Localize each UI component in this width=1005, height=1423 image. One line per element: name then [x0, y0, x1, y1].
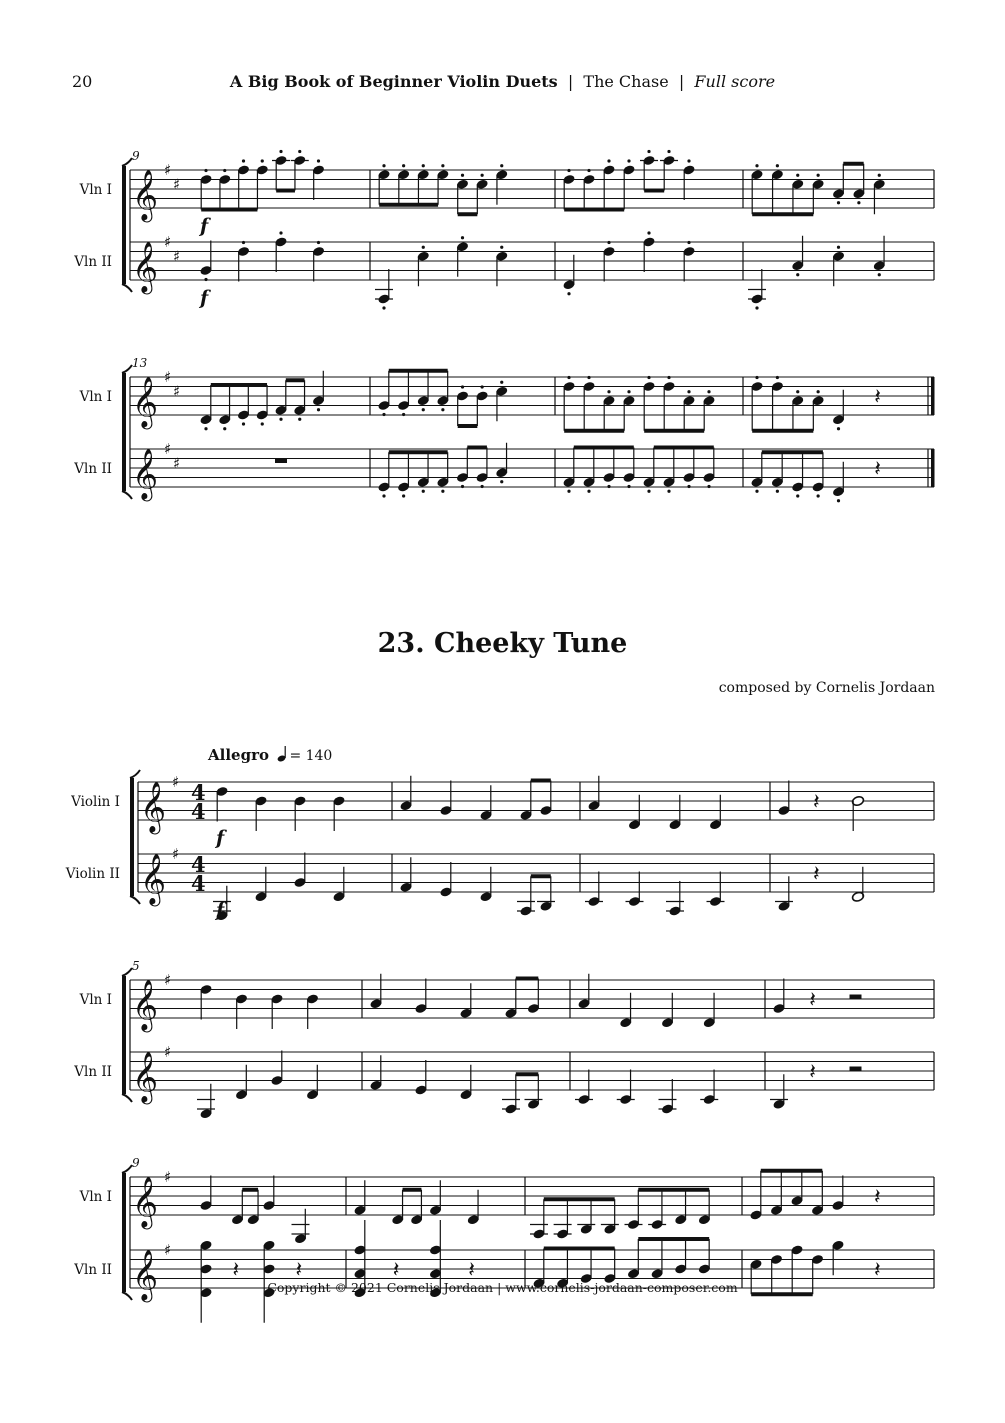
quarter-rest: 𝄽: [809, 1060, 816, 1085]
part-label: Vln I: [79, 182, 112, 198]
staccato-dot: [817, 390, 820, 393]
part-label: Violin II: [65, 866, 120, 882]
staccato-dot: [317, 408, 320, 411]
measure-number: 9: [132, 149, 140, 163]
staccato-dot: [402, 164, 405, 167]
quarter-rest: 𝄽: [468, 1258, 475, 1283]
book-title: A Big Book of Beginner Violin Duets: [229, 72, 558, 91]
staccato-dot: [317, 159, 320, 162]
key-signature-sharp: ♯: [164, 440, 172, 458]
staccato-dot: [587, 376, 590, 379]
staccato-dot: [461, 174, 464, 177]
staccato-dot: [500, 480, 503, 483]
staccato-dot: [878, 273, 881, 276]
staccato-dot: [776, 376, 779, 379]
staccato-dot: [402, 494, 405, 497]
staccato-dot: [461, 485, 464, 488]
tempo-text: Allegro: [208, 746, 269, 764]
piece-title: 23. Cheeky Tune: [377, 628, 628, 659]
staccato-dot: [461, 236, 464, 239]
staccato-dot: [461, 385, 464, 388]
quarter-rest: 𝄽: [809, 988, 816, 1013]
score-system: [73, 356, 934, 502]
measure-number: 9: [132, 1156, 140, 1170]
time-signature: 4: [191, 780, 206, 805]
key-signature-sharp: ♯: [164, 161, 172, 179]
treble-clef: 𝄞: [132, 241, 159, 293]
key-signature-sharp: ♯: [172, 773, 180, 791]
quarter-rest: 𝄽: [874, 1185, 881, 1210]
staccato-dot: [204, 278, 207, 281]
treble-clef: 𝄞: [132, 1176, 159, 1228]
staccato-dot: [422, 408, 425, 411]
dynamic-marking: f: [216, 827, 225, 849]
staccato-dot: [500, 246, 503, 249]
staccato-dot: [627, 485, 630, 488]
staccato-dot: [755, 490, 758, 493]
staccato-dot: [796, 273, 799, 276]
staccato-dot: [567, 169, 570, 172]
key-signature-sharp: ♯: [173, 454, 181, 473]
staccato-dot: [382, 413, 385, 416]
bracket-hook: [122, 1165, 132, 1173]
staccato-dot: [878, 174, 881, 177]
staccato-dot: [587, 490, 590, 493]
copyright-footer: Copyright © 2021 Cornelis Jordaan | www.cornelis-jordaan-composer.com: [267, 1280, 738, 1295]
staccato-dot: [242, 422, 245, 425]
staccato-dot: [567, 376, 570, 379]
staccato-dot: [223, 427, 226, 430]
dynamic-marking: f: [200, 215, 209, 237]
quarter-rest: 𝄽: [874, 457, 881, 482]
key-signature-sharp: ♯: [164, 368, 172, 386]
part-label: Vln II: [74, 254, 112, 270]
staccato-dot: [298, 418, 301, 421]
part-label: Vln II: [74, 1262, 112, 1278]
staccato-dot: [776, 164, 779, 167]
bracket-hook: [130, 770, 140, 778]
staccato-dot: [204, 427, 207, 430]
half-rest: [850, 1067, 862, 1072]
staccato-dot: [261, 422, 264, 425]
key-signature-sharp: ♯: [173, 175, 181, 194]
key-signature-sharp: ♯: [172, 845, 180, 863]
staccato-dot: [422, 164, 425, 167]
part-label: Vln I: [79, 1189, 112, 1205]
staccato-dot: [837, 427, 840, 430]
system-bracket: [122, 373, 126, 491]
part-label: Vln I: [79, 389, 112, 405]
treble-clef: 𝄞: [140, 853, 167, 905]
time-signature: 4: [191, 852, 206, 877]
staccato-dot: [441, 164, 444, 167]
staccato-dot: [279, 418, 282, 421]
system-bracket: [122, 976, 126, 1094]
header-separator: |: [678, 72, 685, 91]
dynamic-marking: f: [200, 287, 209, 309]
bracket-hook: [122, 365, 132, 373]
staccato-dot: [627, 159, 630, 162]
staccato-dot: [298, 150, 301, 153]
staccato-dot: [837, 499, 840, 502]
final-barline: [931, 449, 935, 487]
staccato-dot: [500, 381, 503, 384]
staccato-dot: [481, 385, 484, 388]
score-system: [65, 770, 934, 921]
staccato-dot: [667, 490, 670, 493]
staccato-dot: [687, 241, 690, 244]
staccato-dot: [317, 241, 320, 244]
staccato-dot: [776, 490, 779, 493]
time-signature: 4: [191, 871, 206, 896]
system-bracket: [130, 778, 134, 896]
staccato-dot: [441, 490, 444, 493]
composer-credit: composed by Cornelis Jordaan: [718, 680, 935, 696]
staccato-dot: [667, 376, 670, 379]
staccato-dot: [837, 201, 840, 204]
key-signature-sharp: ♯: [164, 233, 172, 251]
staccato-dot: [279, 231, 282, 234]
time-signature: 4: [191, 799, 206, 824]
staccato-dot: [204, 169, 207, 172]
quarter-rest: 𝄽: [813, 790, 820, 815]
final-barline: [931, 377, 935, 415]
staccato-dot: [707, 485, 710, 488]
staccato-dot: [242, 241, 245, 244]
staccato-dot: [242, 159, 245, 162]
bracket-hook: [122, 158, 132, 166]
bracket-hook: [130, 896, 140, 904]
key-signature-sharp: ♯: [164, 971, 172, 989]
treble-clef: 𝄞: [132, 169, 159, 221]
staccato-dot: [607, 485, 610, 488]
key-signature-sharp: ♯: [173, 382, 181, 401]
staccato-dot: [755, 164, 758, 167]
staccato-dot: [755, 306, 758, 309]
staccato-dot: [647, 376, 650, 379]
staccato-dot: [382, 164, 385, 167]
bracket-hook: [122, 1094, 132, 1102]
staccato-dot: [755, 376, 758, 379]
key-signature-sharp: ♯: [164, 1241, 172, 1259]
key-signature-sharp: ♯: [164, 1168, 172, 1186]
score-system: [73, 1156, 934, 1323]
part-label: Vln I: [79, 992, 112, 1008]
header-separator: |: [567, 72, 574, 91]
score-type: Full score: [694, 72, 776, 91]
staccato-dot: [481, 485, 484, 488]
treble-clef: 𝄞: [132, 979, 159, 1031]
staccato-dot: [857, 201, 860, 204]
staccato-dot: [796, 494, 799, 497]
staccato-dot: [667, 150, 670, 153]
staccato-dot: [261, 159, 264, 162]
whole-rest: [275, 459, 287, 464]
bracket-hook: [122, 284, 132, 292]
part-label: Vln II: [74, 461, 112, 477]
staccato-dot: [647, 490, 650, 493]
staccato-dot: [382, 494, 385, 497]
treble-clef: 𝄞: [132, 1249, 159, 1301]
bracket-hook: [122, 491, 132, 499]
quarter-rest: 𝄽: [874, 1258, 881, 1283]
system-bracket: [122, 1173, 126, 1292]
key-signature-sharp: ♯: [173, 247, 181, 266]
bracket-hook: [122, 968, 132, 976]
dynamic-marking: f: [216, 899, 225, 921]
score-system: [73, 149, 934, 310]
staccato-dot: [687, 485, 690, 488]
staccato-dot: [223, 169, 226, 172]
staccato-dot: [567, 292, 570, 295]
staccato-dot: [441, 408, 444, 411]
staccato-dot: [817, 174, 820, 177]
part-label: Violin I: [71, 794, 120, 810]
staccato-dot: [279, 150, 282, 153]
staccato-dot: [647, 231, 650, 234]
staccato-dot: [707, 390, 710, 393]
staccato-dot: [587, 169, 590, 172]
staccato-dot: [687, 159, 690, 162]
part-label: Vln II: [74, 1064, 112, 1080]
treble-clef: 𝄞: [132, 448, 159, 500]
measure-number: 13: [132, 356, 148, 370]
staccato-dot: [481, 174, 484, 177]
staccato-dot: [402, 413, 405, 416]
staccato-dot: [607, 390, 610, 393]
quarter-rest: 𝄽: [813, 862, 820, 887]
staccato-dot: [627, 390, 630, 393]
measure-number: 5: [132, 959, 140, 973]
score-system: [73, 959, 934, 1119]
treble-clef: 𝄞: [132, 1051, 159, 1103]
staccato-dot: [687, 390, 690, 393]
tempo-value: = 140: [289, 748, 333, 764]
page-number: 20: [72, 72, 93, 91]
staccato-dot: [837, 246, 840, 249]
staccato-dot: [817, 494, 820, 497]
staccato-dot: [607, 159, 610, 162]
staccato-dot: [796, 174, 799, 177]
staccato-dot: [500, 164, 503, 167]
half-rest: [850, 995, 862, 1000]
quarter-rest: 𝄽: [392, 1258, 400, 1283]
treble-clef: 𝄞: [132, 376, 159, 428]
key-signature-sharp: ♯: [164, 1043, 172, 1061]
staccato-dot: [647, 150, 650, 153]
quarter-rest: 𝄽: [232, 1258, 240, 1283]
staccato-dot: [607, 241, 610, 244]
staccato-dot: [382, 306, 385, 309]
quarter-rest: 𝄽: [295, 1258, 303, 1283]
system-bracket: [122, 166, 126, 284]
staccato-dot: [422, 246, 425, 249]
staccato-dot: [796, 390, 799, 393]
quarter-rest: 𝄽: [874, 385, 881, 410]
previous-piece-title: The Chase: [583, 72, 669, 91]
staccato-dot: [422, 490, 425, 493]
treble-clef: 𝄞: [140, 781, 167, 833]
staccato-dot: [567, 490, 570, 493]
